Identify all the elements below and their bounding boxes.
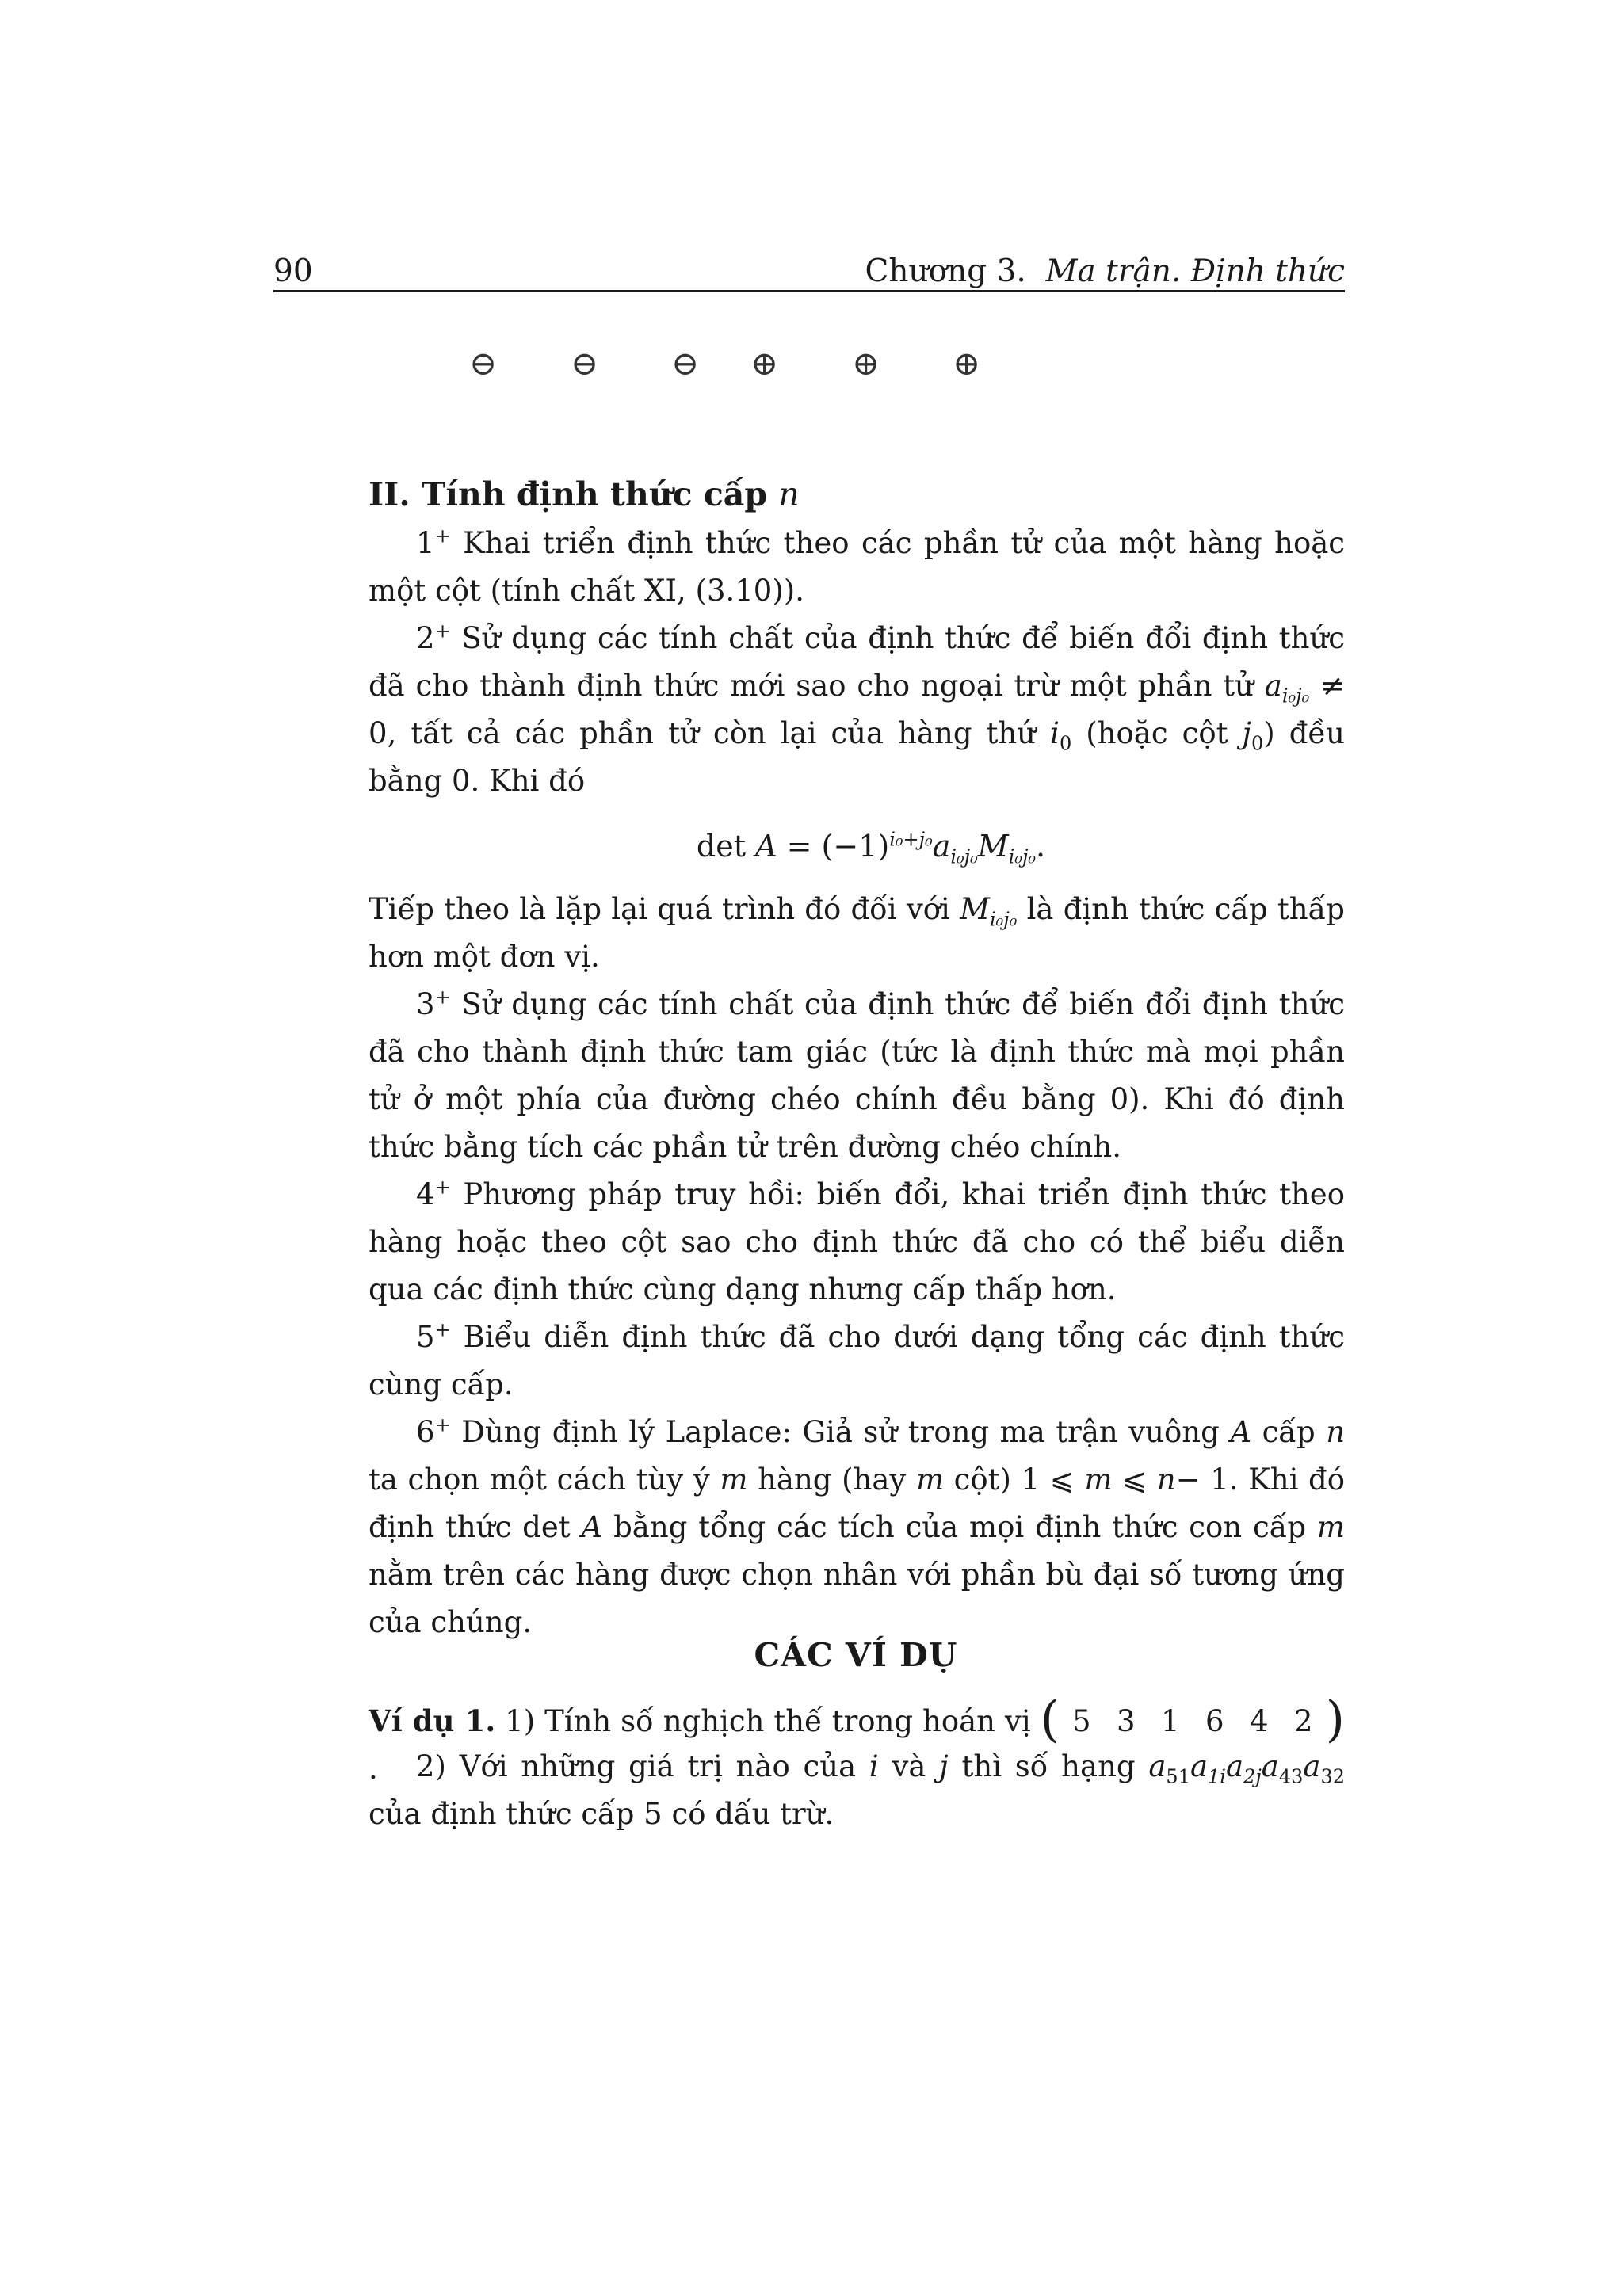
running-title <box>865 254 1345 289</box>
page-number: 90 <box>273 254 313 289</box>
chapter-prefix: Chương 3. <box>865 254 1026 289</box>
plus-circle-icon: ⊕ <box>750 344 779 383</box>
method-2-continuation: Tiếp theo là lặp lại quá trình đó đối với $M_{i_0j_0}$ là định thức cấp thấp hơn một đơn vị. <box>369 892 1345 974</box>
method-1: 1+ Khai triển định thức theo các phần tử của một hàng hoặc một cột (tính chất XI, (3.10)). <box>369 524 1345 608</box>
method-4: 4+ Phương pháp truy hồi: biến đổi, khai triển định thức theo hàng hoặc theo cột sao cho định thức đã cho có thể biểu diễn qua các định thức cùng dạng nhưng cấp thấp hơn. <box>369 1176 1345 1306</box>
sign-row <box>0 344 1623 398</box>
example-1-part-1: Ví dụ 1. 1) Tính số nghịch thế trong hoán vị ( 5 3 1 6 4 2 ). <box>369 1690 1345 1786</box>
plus-circle-icon: ⊕ <box>852 344 880 383</box>
examples-heading: CÁC VÍ DỤ <box>754 1636 958 1674</box>
minus-circle-icon: ⊖ <box>671 344 700 383</box>
minus-circle-icon: ⊖ <box>469 344 498 383</box>
product-term: $a_{51}a_{1i}a_{2j}a_{43}a_{32}$ <box>1148 1749 1345 1788</box>
page-header <box>273 252 1345 292</box>
method-5: 5+ Biểu diễn định thức đã cho dưới dạng tổng các định thức cùng cấp. <box>369 1318 1345 1402</box>
plus-circle-icon: ⊕ <box>953 344 981 383</box>
example-label: Ví dụ 1. <box>369 1703 496 1738</box>
method-3: 3+ Sử dụng các tính chất của định thức để biến đổi định thức đã cho thành định thức tam giác (tức là định thức mà mọi phần tử ở một phía của đường chéo chính đều bằng 0). Khi đó định thức bằng tích các phần tử trên đường chéo chính. <box>369 986 1346 1164</box>
determinant-formula: $\det A = (-1)^{i_0+j_0}a_{i_0j_0}M_{i_0j_0}$. <box>696 828 1046 868</box>
method-2: 2+ Sử dụng các tính chất của định thức để biến đổi định thức đã cho thành định thức mới sao cho ngoại trừ một phần tử $a_{i_0j_0} \ne 0$, tất cả các phần tử còn lại của hàng thứ $i_0$ (hoặc cột $j_0$) đều bằng 0. Khi đó <box>369 620 1346 798</box>
example-1-part-2: 2) Với những giá trị nào của i và j thì số hạng $a_{51}a_{1i}a_{2j}a_{43}a_{32}$ của định thức cấp 5 có dấu trừ. <box>369 1749 1345 1831</box>
section-title: II. Tính định thức cấp n <box>369 475 800 513</box>
permutation: ( 5 3 1 6 4 2 ) <box>1040 1690 1345 1748</box>
chapter-title: Ma trận. Định thức <box>1045 254 1345 289</box>
method-6: 6+ Dùng định lý Laplace: Giả sử trong ma trận vuông A cấp n ta chọn một cách tùy ý m hàng (hay m cột) 1 ⩽ m ⩽ n− 1. Khi đó định thức det A bằng tổng các tích của mọi định thức con cấp m nằm trên các hàng được chọn nhân với phần bù đại số tương ứng của chúng. <box>369 1413 1346 1639</box>
minus-circle-icon: ⊖ <box>571 344 599 383</box>
